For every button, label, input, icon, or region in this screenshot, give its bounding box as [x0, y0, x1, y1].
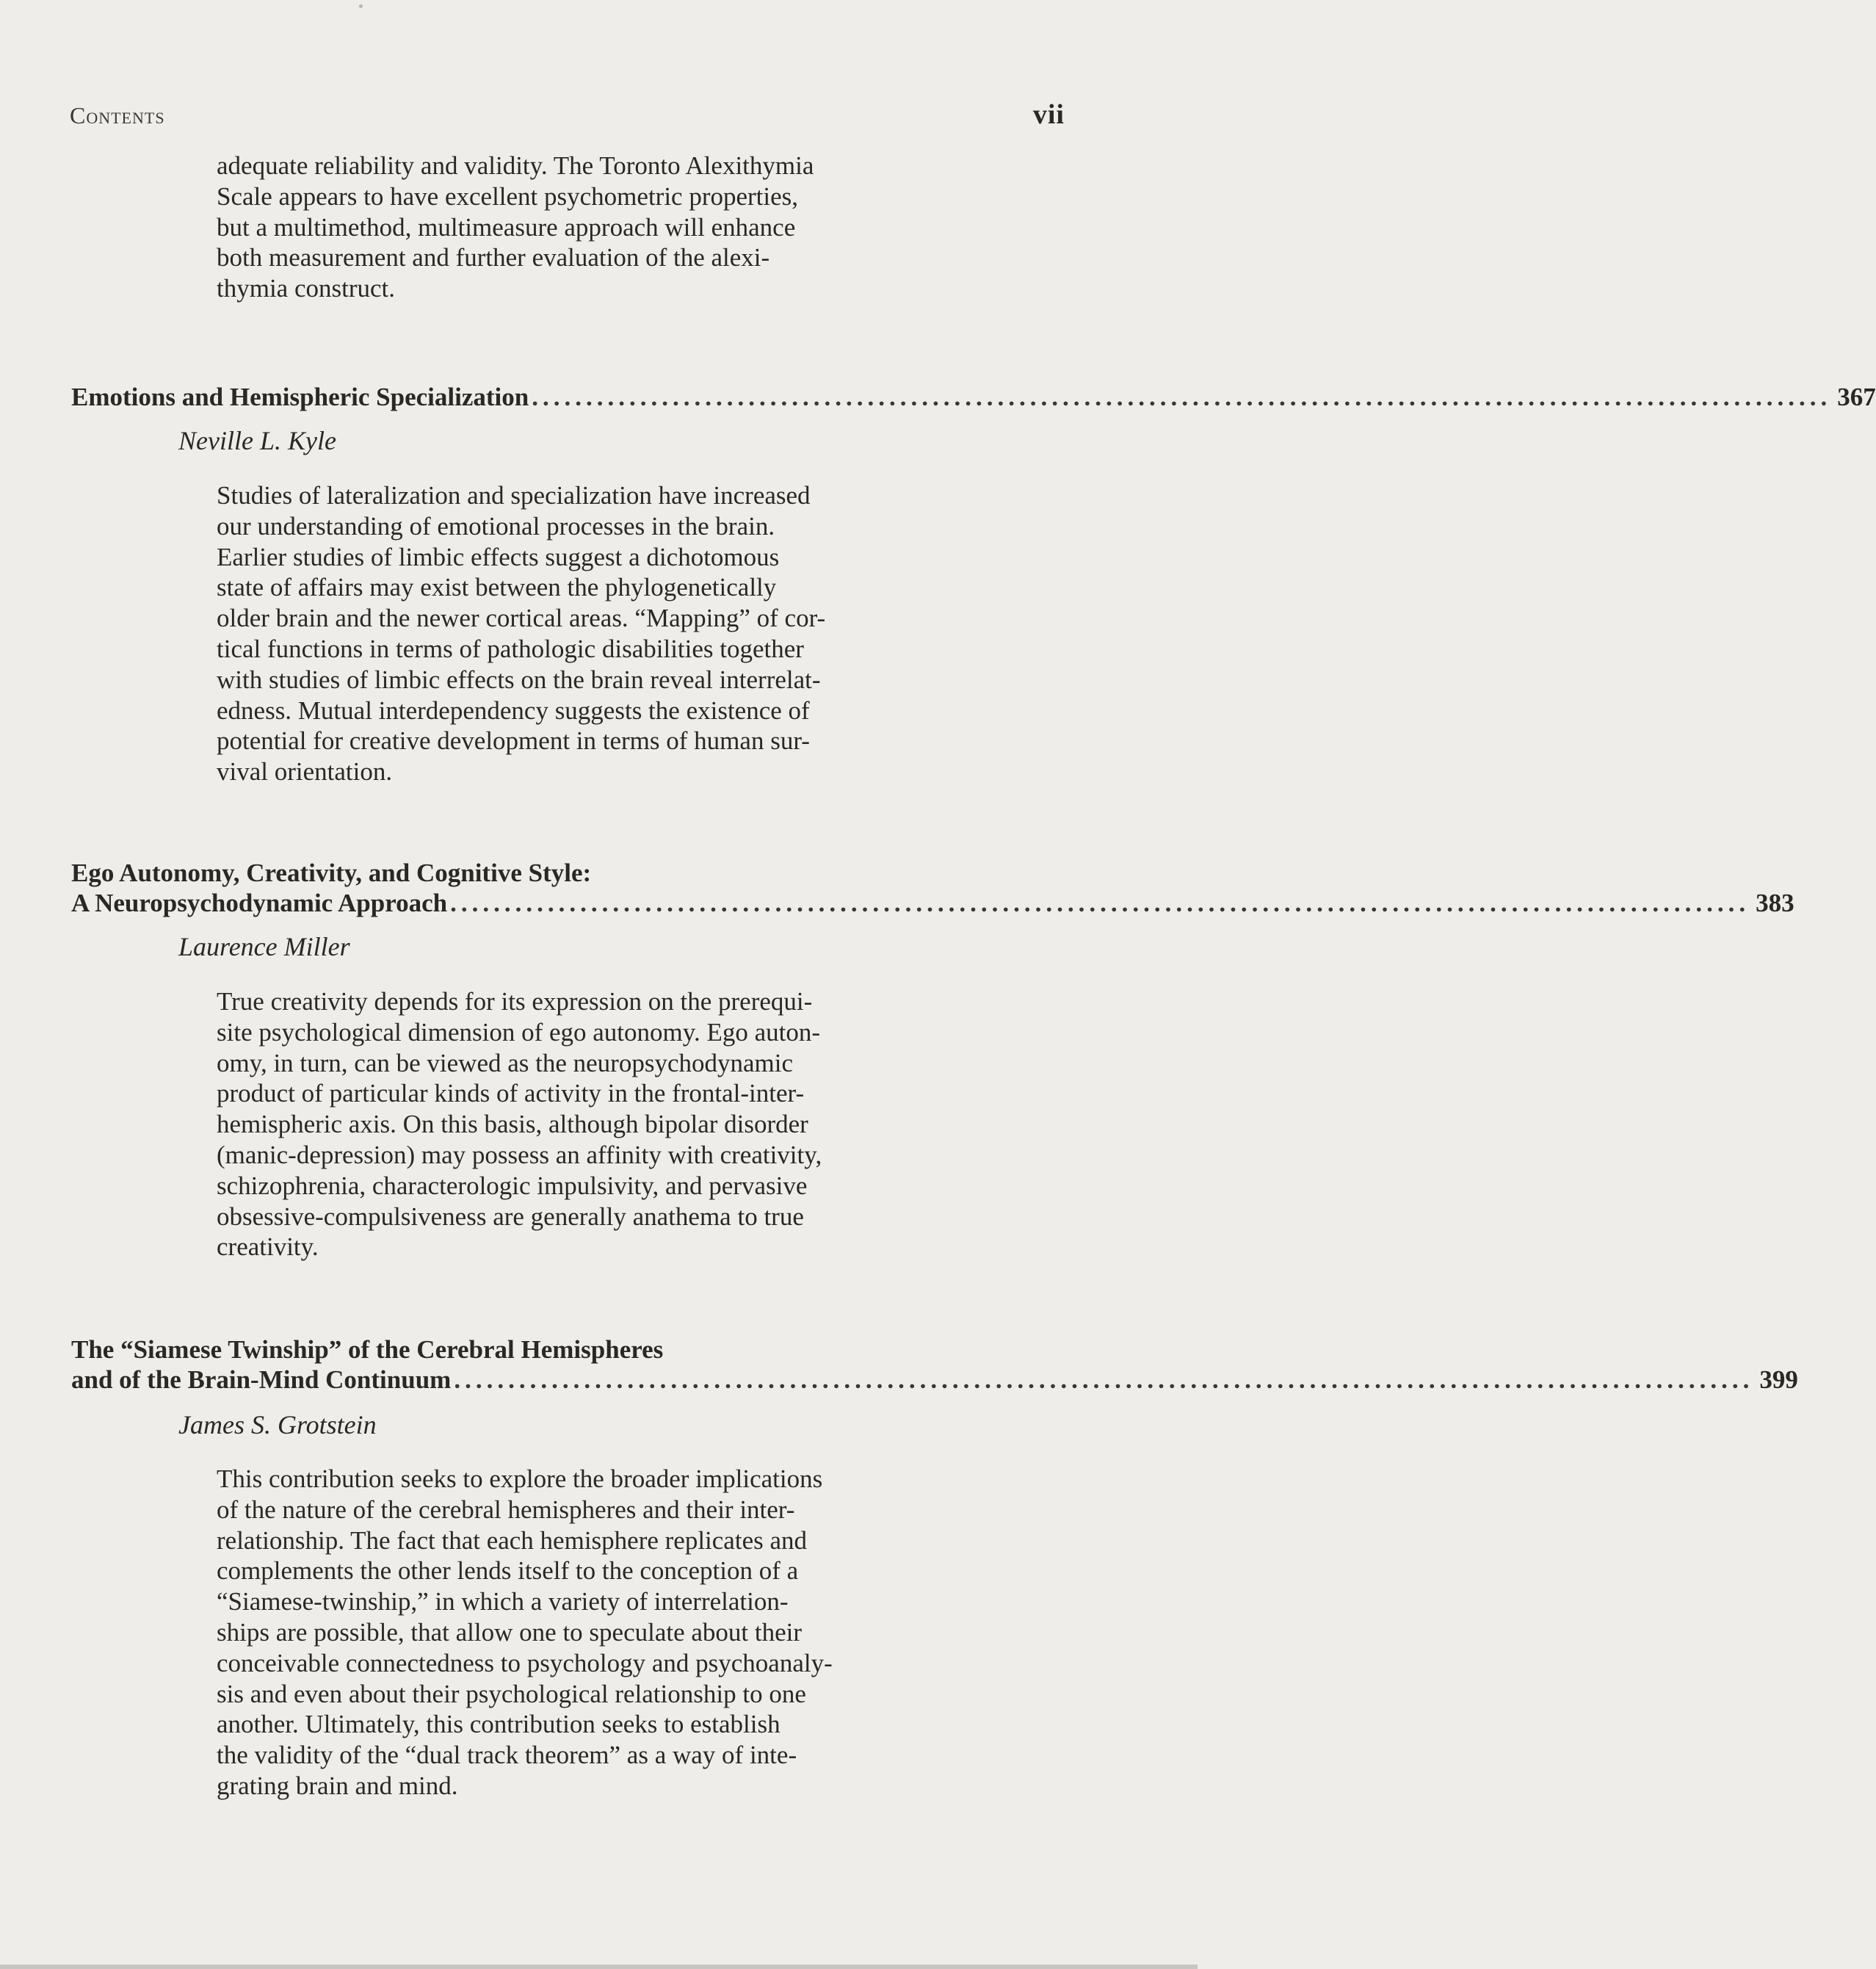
entry-title: [71, 382, 1876, 412]
abstract-line: “Siamese-twinship,” in which a variety of interrelation-: [217, 1587, 789, 1616]
abstract-line: site psychological dimension of ego autonomy. Ego auton-: [217, 1017, 821, 1047]
abstract-line: True creativity depends for its expression on the prerequi-: [217, 987, 813, 1016]
abstract-line: complements the other lends itself to the conception of a: [217, 1556, 799, 1586]
abstract-line: Studies of lateralization and specialization have increased: [217, 481, 811, 510]
abstract-line: of the nature of the cerebral hemispheres and their inter-: [217, 1495, 795, 1524]
title-text: Ego Autonomy, Creativity, and Cognitive Style:: [71, 859, 592, 887]
abstract-line: the validity of the “dual track theorem” as a way of inte-: [217, 1741, 797, 1770]
title-text: Emotions and Hemispheric Specialization: [71, 383, 529, 411]
leader-dots: ........................................................................................................................: [454, 1365, 1754, 1394]
abstract-line: conceivable connectedness to psychology and psychoanaly-: [217, 1648, 833, 1677]
abstract-line: another. Ultimately, this contribution seeks to establish: [217, 1710, 781, 1739]
scan-edge: [0, 1965, 1198, 1969]
entry-author: Laurence Miller: [178, 932, 350, 961]
abstract-line: ships are possible, that allow one to speculate about their: [217, 1617, 803, 1647]
abstract-line: both measurement and further evaluation of the alexi-: [217, 243, 770, 272]
title-line: [71, 382, 1876, 412]
abstract-line: state of affairs may exist between the phylogenetically: [217, 573, 777, 602]
entry-abstract: [217, 480, 914, 787]
title-text: and of the Brain-Mind Continuum: [71, 1365, 452, 1394]
abstract-line: hemispheric axis. On this basis, although bipolar disorder: [217, 1110, 808, 1139]
title-line: [71, 1334, 1064, 1365]
entry-abstract: [217, 986, 914, 1262]
abstract-line: Scale appears to have excellent psychometric properties,: [217, 181, 799, 211]
abstract-line: relationship. The fact that each hemisphere replicates and: [217, 1525, 808, 1555]
leader-dots: ........................................................................................................................: [532, 383, 1832, 411]
abstract-line: older brain and the newer cortical areas. “Mapping” of cor-: [217, 604, 826, 633]
abstract-line: schizophrenia, characterologic impulsivity, and pervasive: [217, 1171, 808, 1200]
running-head: [70, 98, 1065, 131]
entry-title: [71, 858, 1794, 918]
abstract-line: thymia construct.: [217, 274, 396, 303]
entry-page-number: 383: [1756, 889, 1794, 917]
abstract-line: vival orientation.: [217, 757, 393, 787]
abstract-line: omy, in turn, can be viewed as the neuropsychodynamic: [217, 1048, 794, 1077]
abstract-line: but a multimethod, multimeasure approach will enhance: [217, 212, 796, 242]
entry-page-number: 367: [1837, 383, 1876, 411]
title-text: A Neuropsychodynamic Approach: [71, 889, 448, 917]
entry-abstract: [217, 1464, 914, 1802]
entry-title: [71, 1334, 1798, 1395]
abstract-line: tical functions in terms of pathologic disabilities together: [217, 634, 804, 663]
scan-speck: [359, 4, 363, 8]
abstract-line: (manic-depression) may possess an affinity with creativity,: [217, 1140, 822, 1169]
entry-author: James S. Grotstein: [178, 1410, 377, 1439]
abstract-line: our understanding of emotional processes in the brain.: [217, 511, 775, 541]
leader-dots: ........................................................................................................................: [450, 889, 1750, 917]
title-line: [71, 1365, 1798, 1395]
abstract-line: adequate reliability and validity. The Toronto Alexithymia: [217, 151, 814, 180]
abstract-line: sis and even about their psychological relationship to one: [217, 1679, 806, 1708]
abstract-line: potential for creative development in terms of human sur-: [217, 726, 810, 756]
entry-page-number: 399: [1759, 1365, 1798, 1394]
abstract-line: creativity.: [217, 1232, 319, 1262]
title-text: The “Siamese Twinship” of the Cerebral Hemispheres: [71, 1335, 664, 1364]
abstract-line: grating brain and mind.: [217, 1771, 458, 1800]
abstract-line: This contribution seeks to explore the broader implications: [217, 1464, 823, 1493]
section-title: Contents: [70, 102, 165, 129]
continued-abstract: [217, 151, 914, 304]
entry-author: Neville L. Kyle: [178, 426, 336, 455]
abstract-line: with studies of limbic effects on the brain reveal interrelat-: [217, 665, 821, 694]
abstract-line: edness. Mutual interdependency suggests the existence of: [217, 696, 810, 725]
abstract-line: Earlier studies of limbic effects suggest a dichotomous: [217, 542, 780, 571]
page-number: vii: [1032, 99, 1065, 130]
title-line: [71, 888, 1794, 918]
abstract-line: product of particular kinds of activity in the frontal-inter-: [217, 1079, 805, 1108]
abstract-line: obsessive-compulsiveness are generally anathema to true: [217, 1202, 804, 1231]
title-line: [71, 858, 1064, 888]
